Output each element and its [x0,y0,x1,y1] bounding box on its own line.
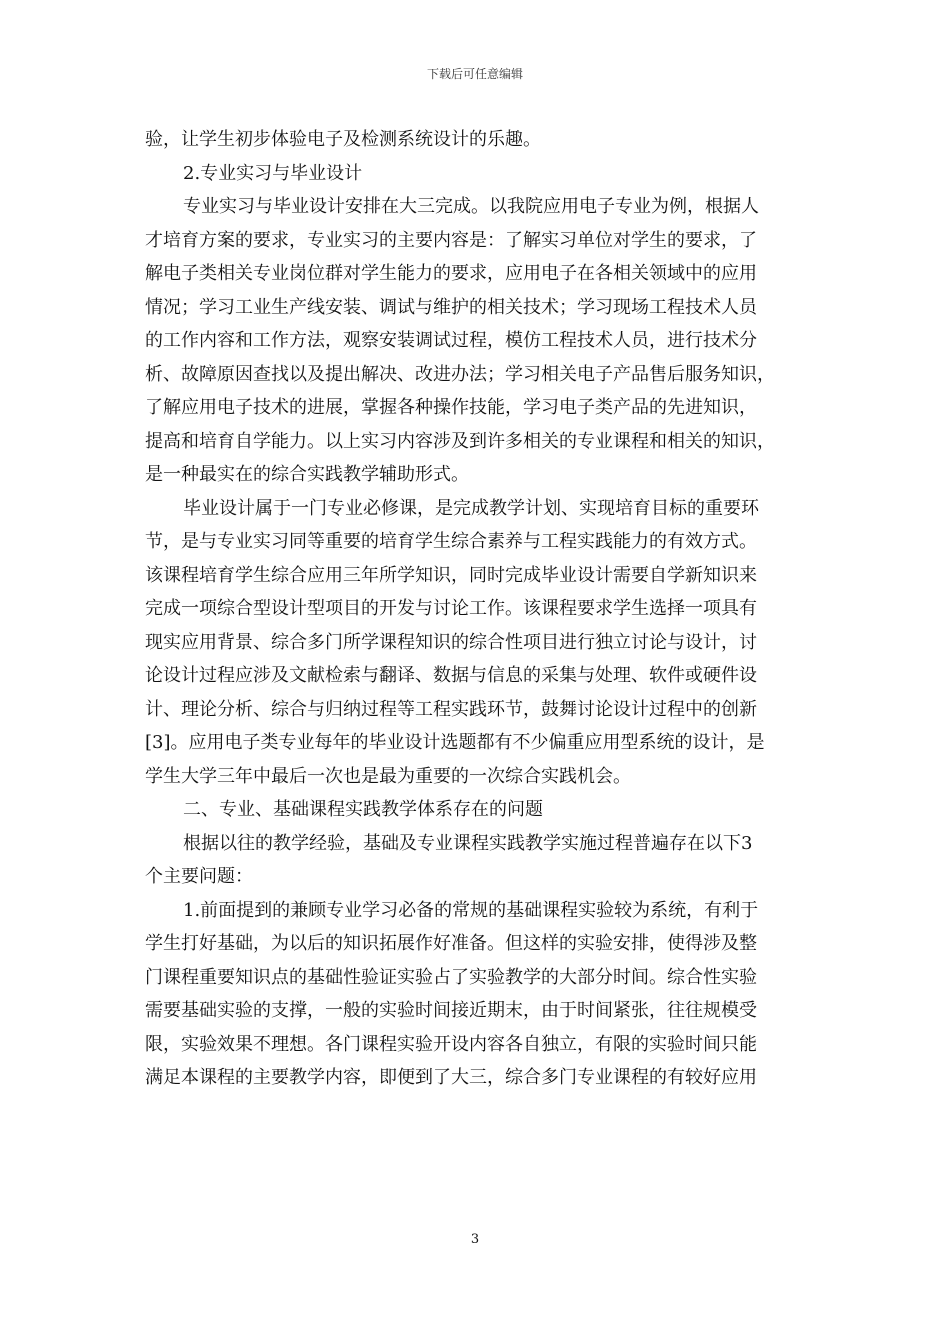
section-heading: 二、专业、基础课程实践教学体系存在的问题 [183,799,543,820]
text-line: 验，让学生初步体验电子及检测系统设计的乐趣。 [145,129,541,150]
text-line: 节，是与专业实习同等重要的培育学生综合素养与工程实践能力的有效方式。 [145,531,757,552]
text-line: 1.前面提到的兼顾专业学习必备的常规的基础课程实验较为系统，有利于 [183,899,759,921]
section-heading: 2.专业实习与毕业设计 [183,162,363,184]
text-line: 解电子类相关专业岗位群对学生能力的要求，应用电子在各相关领域中的应用 [145,263,757,284]
text-line: 现实应用背景、综合多门所学课程知识的综合性项目进行独立讨论与设计，讨 [145,631,757,653]
text-line: 需要基础实验的支撑，一般的实验时间接近期末，由于时间紧张，往往规模受 [145,1000,757,1021]
text-line: 个主要问题： [145,866,253,887]
text-line: 学生大学三年中最后一次也是最为重要的一次综合实践机会。 [145,765,631,787]
text-line: 满足本课程的主要教学内容，即便到了大三，综合多门专业课程的有较好应用 [145,1067,757,1088]
text-line: 才培育方案的要求，专业实习的主要内容是：了解实习单位对学生的要求，了 [145,229,757,251]
text-line: 完成一项综合型设计型项目的开发与讨论工作。该课程要求学生选择一项具有 [145,598,757,619]
text-line: 该课程培育学生综合应用三年所学知识，同时完成毕业设计需要自学新知识来 [145,564,757,586]
text-line: 毕业设计属于一门专业必修课，是完成教学计划、实现培育目标的重要环 [183,497,759,519]
text-line: 析、故障原因查找以及提出解决、改进办法；学习相关电子产品售后服务知识， [145,363,775,385]
text-line: 门课程重要知识点的基础性验证实验占了实验教学的大部分时间。综合性实验 [145,966,757,988]
text-line: 论设计过程应涉及文献检索与翻译、数据与信息的采集与处理、软件或硬件设 [145,665,757,686]
text-line: 是一种最实在的综合实践教学辅助形式。 [145,464,469,485]
text-line: 提高和培育自学能力。以上实习内容涉及到许多相关的专业课程和相关的知识， [145,430,775,452]
page-number: 3 [470,1232,480,1247]
text-line: 情况；学习工业生产线安装、调试与维护的相关技术；学习现场工程技术人员 [145,296,757,318]
text-line: 根据以往的教学经验，基础及专业课程实践教学实施过程普遍存在以下3 [183,832,753,854]
document-body [145,123,810,1095]
text-line: 了解应用电子技术的进展，掌握各种操作技能，学习电子类产品的先进知识， [145,397,757,418]
text-line: 专业实习与毕业设计安排在大三完成。以我院应用电子专业为例，根据人 [183,196,759,217]
text-line: 计、理论分析、综合与归纳过程等工程实践环节，鼓舞讨论设计过程中的创新 [145,698,757,720]
text-line: [3]。应用电子类专业每年的毕业设计选题都有不少偏重应用型系统的设计，是 [145,732,765,753]
text-line: 的工作内容和工作方法，观察安装调试过程，模仿工程技术人员，进行技术分 [145,330,757,351]
text-line: 学生打好基础，为以后的知识拓展作好准备。但这样的实验安排，使得涉及整 [145,933,757,954]
page-header: 下载后可任意编辑 [426,67,523,81]
text-line: 限，实验效果不理想。各门课程实验开设内容各自独立，有限的实验时间只能 [145,1033,757,1055]
